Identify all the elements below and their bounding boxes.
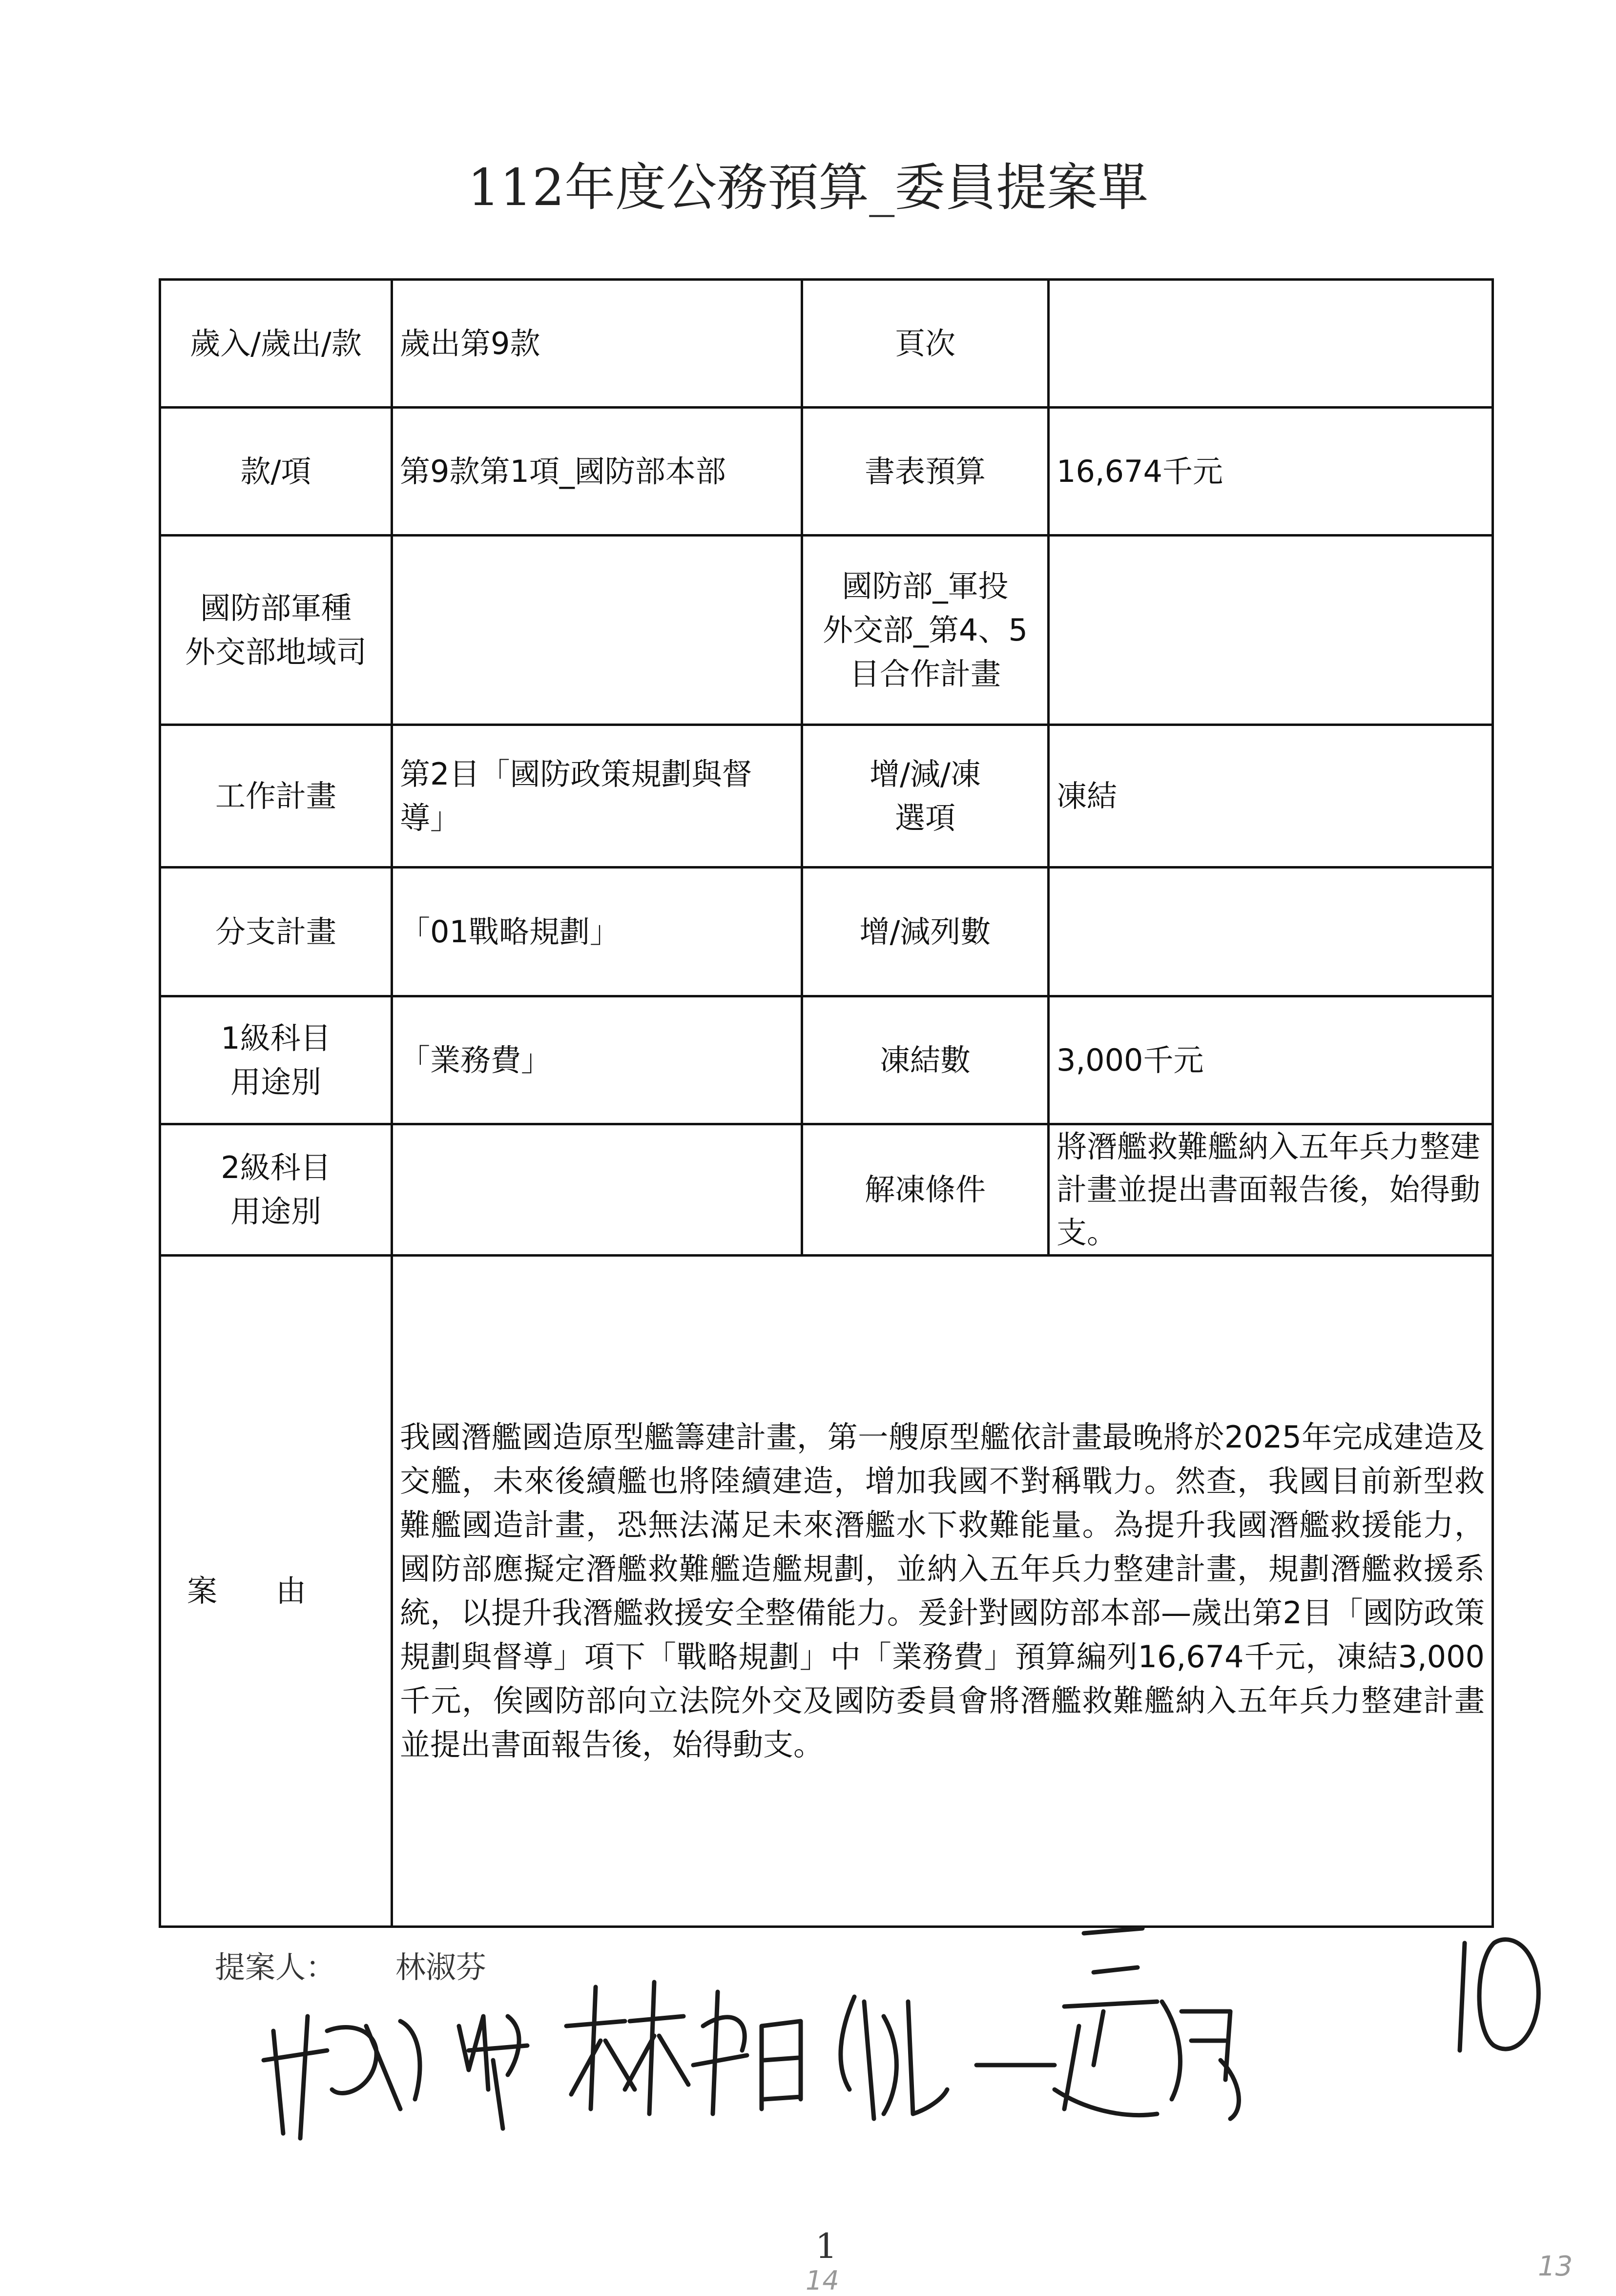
proposer-name: 林淑芬: [395, 1949, 487, 1985]
value-level1-subject: 「業務費」: [392, 996, 802, 1124]
signature-stroke: [976, 1928, 1239, 2119]
label-unfreeze-condition: 解凍條件: [802, 1124, 1049, 1256]
label-military-investment: 國防部_軍投 外交部_第4、5 目合作計畫: [802, 536, 1049, 725]
value-page: [1049, 280, 1493, 408]
value-action-option: 凍結: [1049, 725, 1493, 868]
proposal-form-table: [159, 278, 1494, 1928]
signature-stroke: [566, 1982, 688, 2114]
value-revenue-expense-account: 歲出第9款: [392, 280, 802, 408]
signature-stroke: [841, 1997, 947, 2119]
value-military-branch: [392, 536, 802, 725]
form-row-level1-subject: [160, 996, 1493, 1124]
label-reason: 案由: [160, 1256, 392, 1927]
document-title: 112年度公務預算_委員提案單: [467, 158, 1149, 217]
value-branch-plan: 「01戰略規劃」: [392, 868, 802, 996]
label-military-branch: 國防部軍種 外交部地域司: [160, 536, 392, 725]
handwritten-signatures: [254, 1904, 1582, 2177]
label-statement-budget: 書表預算: [802, 408, 1049, 536]
label-level1-subject: 1級科目 用途別: [160, 996, 392, 1124]
proposer-label: 提案人：: [215, 1949, 336, 1985]
label-revenue-expense-account: 歲入/歲出/款: [160, 280, 392, 408]
value-work-plan: 第2目「國防政策規劃與督導」: [392, 725, 802, 868]
label-frozen-amount: 凍結數: [802, 996, 1049, 1124]
label-change-amount: 增/減列數: [802, 868, 1049, 996]
label-action-option: 增/減/凍 選項: [802, 725, 1049, 868]
value-military-investment: [1049, 536, 1493, 725]
label-branch-plan: 分支計畫: [160, 868, 392, 996]
page-number: 1: [815, 2226, 837, 2266]
label-account-item: 款/項: [160, 408, 392, 536]
handwritten-page-mark-b: 13: [1538, 2251, 1573, 2282]
form-row-branch-plan: [160, 868, 1493, 996]
value-frozen-amount: 3,000千元: [1049, 996, 1493, 1124]
value-account-item: 第9款第1項_國防部本部: [392, 408, 802, 536]
form-row-department: [160, 536, 1493, 725]
handwritten-page-mark-a: 14: [806, 2265, 839, 2296]
value-change-amount: [1049, 868, 1493, 996]
form-row-level2-subject: [160, 1124, 1493, 1256]
signature-stroke: [264, 2016, 420, 2138]
signature-stroke: [459, 2016, 527, 2129]
form-row-reason: [160, 1256, 1493, 1927]
value-unfreeze-condition: 將潛艦救難艦納入五年兵力整建計畫並提出書面報告後，始得動支。: [1049, 1124, 1493, 1256]
label-work-plan: 工作計畫: [160, 725, 392, 868]
label-page: 頁次: [802, 280, 1049, 408]
signature-stroke: [693, 1992, 801, 2114]
form-row-work-plan: [160, 725, 1493, 868]
value-level2-subject: [392, 1124, 802, 1256]
label-level2-subject: 2級科目 用途別: [160, 1124, 392, 1256]
form-row-account: [160, 280, 1493, 408]
value-reason: 我國潛艦國造原型艦籌建計畫，第一艘原型艦依計畫最晚將於2025年完成建造及交艦，未來後續艦也將陸續建造，增加我國不對稱戰力。然查，我國目前新型救難艦國造計畫，恐無法滿足未來潛艦水下救難能量。為提升我國潛艦救援能力，國防部應擬定潛艦救難艦造艦規劃，並納入五年兵力整建計畫，規劃潛艦救援系統，以提升我潛艦救援安全整備能力。爰針對國防部本部—歲出第2目「國防政策規劃與督導」項下「戰略規劃」中「業務費」預算編列16,674千元，凍結3,000千元，俟國防部向立法院外交及國防委員會將潛艦救難艦納入五年兵力整建計畫並提出書面報告後，始得動支。: [392, 1256, 1493, 1927]
form-row-item: [160, 408, 1493, 536]
signature-stroke: [1460, 1940, 1538, 2050]
signature-extra-number: 10: [1455, 2047, 1461, 2052]
value-statement-budget: 16,674千元: [1049, 408, 1493, 536]
